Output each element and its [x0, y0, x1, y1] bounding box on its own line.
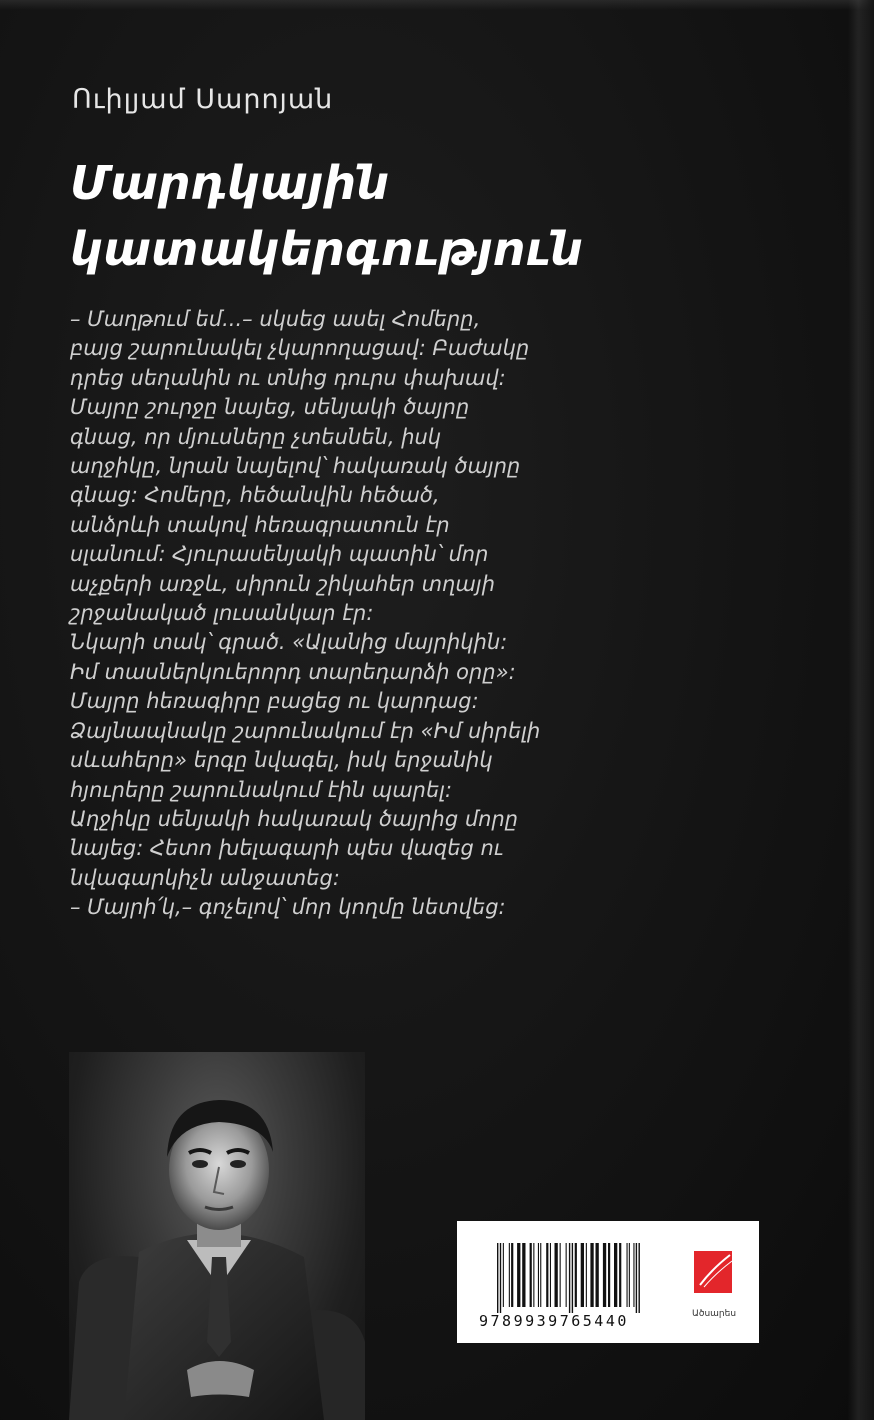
title-line: կատակերգություն [70, 222, 583, 276]
barcode-bar [575, 1243, 577, 1307]
barcode-bar [581, 1243, 584, 1307]
excerpt-line: Ձայնապնակը շարունակում էր «Իմ սիրելի [70, 718, 541, 743]
isbn-number: 9789939765440 [479, 1312, 629, 1330]
barcode-bar [517, 1243, 520, 1307]
excerpt-line: անձրևի տակով հեռագրատուն էր [70, 512, 450, 537]
barcode-bar [614, 1243, 617, 1307]
portrait-illustration [69, 1052, 365, 1420]
barcode-icon [495, 1243, 685, 1315]
excerpt-line: Իմ տասներկուերորդ տարեդարձի օրը»: [70, 659, 516, 684]
barcode-bar [566, 1243, 567, 1307]
excerpt-line: – Մաղթում եմ...– սկսեց ասել Հոմերը, [70, 307, 481, 331]
excerpt-line: աղջիկը, նրան նայելով՝ հակառակ ծայրը [70, 454, 521, 479]
barcode-bar [530, 1243, 532, 1307]
barcode-bar [546, 1243, 548, 1307]
excerpt-line: Աղջիկը սենյակի հակառակ ծայրից մորը [70, 806, 519, 831]
excerpt-line: գնաց: Հոմերը, հեծանվին հեծած, [70, 483, 440, 508]
title-line: Մարդկային [70, 156, 390, 210]
barcode-bar [569, 1243, 570, 1313]
barcode-bar [497, 1243, 498, 1313]
excerpt-line: նայեց: Հետո խելագարի պես վազեց ու [70, 836, 503, 861]
barcode-bar [500, 1243, 501, 1313]
excerpt-line: սևահերը» երգը նվագել, իսկ երջանիկ [70, 748, 493, 773]
barcode-bar [619, 1243, 621, 1307]
excerpt-text [70, 305, 550, 923]
excerpt-line: շրջանակած լուսանկար էր: [70, 601, 374, 626]
barcode-bar [629, 1243, 630, 1307]
barcode-bar [555, 1243, 558, 1307]
cover-spine-edge [848, 0, 874, 1420]
barcode-bar [590, 1243, 593, 1307]
excerpt-line: Նկարի տակ՝ գրած. «Ալանից մայրիկին: [70, 630, 508, 655]
barcode-bar [503, 1243, 504, 1307]
barcode-bar [636, 1243, 637, 1313]
barcode-bar [596, 1243, 599, 1307]
excerpt-line: դրեց սեղանին ու տնից դուրս փախավ: [70, 365, 506, 390]
excerpt-line: – Մայրի՛կ,– գոչելով՝ մոր կողմը նետվեց: [70, 895, 506, 920]
barcode-bar [608, 1243, 610, 1307]
excerpt-line: հյուրերը շարունակում էին պարել: [70, 777, 453, 802]
book-title [70, 150, 583, 282]
barcode-bar [586, 1243, 587, 1307]
excerpt-line: Մայրը հեռագիրը բացեց ու կարդաց: [70, 689, 479, 714]
barcode-bar [533, 1243, 534, 1307]
publisher-name: Ածսարես [691, 1309, 737, 1319]
author-name: Ուիլյամ Սարոյան [72, 84, 334, 115]
author-portrait-photo [69, 1052, 365, 1420]
excerpt-line: Մայրը շուրջը նայեց, սենյակի ծայրը [70, 395, 470, 420]
excerpt-line: աչքերի առջև, սիրուն շիկահեր տղայի [70, 571, 496, 596]
barcode-bar [639, 1243, 640, 1313]
cover-top-edge [0, 0, 874, 10]
barcode-bar [509, 1243, 510, 1307]
barcode-bar [511, 1243, 513, 1307]
excerpt-line: նվագարկիչն անջատեց: [70, 865, 340, 890]
barcode-bar [603, 1243, 606, 1307]
barcode-label [457, 1221, 759, 1343]
excerpt-line: գնաց, որ մյուսները չտեսնեն, իսկ [70, 424, 442, 449]
barcode-bar [627, 1243, 628, 1307]
barcode-bar [560, 1243, 561, 1307]
barcode-bar [550, 1243, 551, 1307]
barcode-bar [633, 1243, 634, 1307]
barcode-bar [572, 1243, 573, 1313]
barcode-bar [522, 1243, 525, 1307]
excerpt-line: սլանում: Հյուրասենյակի պատին՝ մոր [70, 542, 489, 567]
publisher-logo-icon [692, 1247, 734, 1297]
barcode-bar [538, 1243, 539, 1307]
excerpt-line: բայց շարունակել չկարողացավ: Բաժակը [70, 336, 530, 361]
barcode-bar [540, 1243, 541, 1307]
